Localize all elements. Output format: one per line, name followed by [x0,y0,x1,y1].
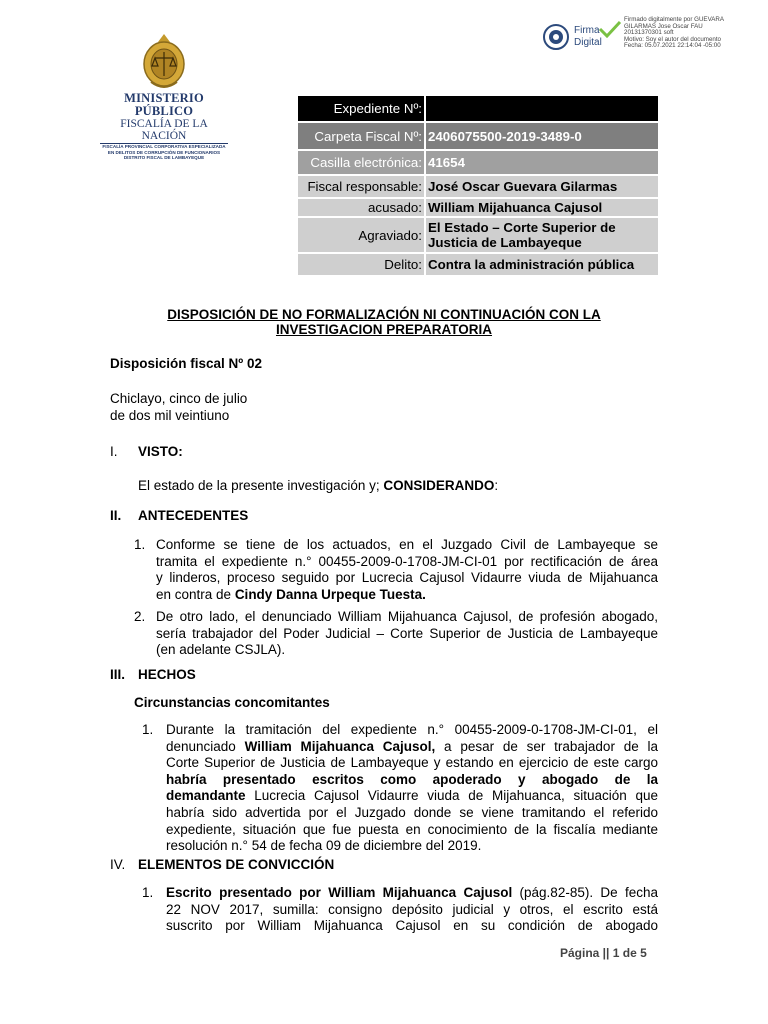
ant-1-line-2: tramita el expediente n.° 00455-2009-0-1708-JM-CI-01 por rectificación de área [156,553,658,569]
hecho-1-line-6: habría sido advertida por el Juzgado donde se viene tramitando el referido [166,804,658,820]
expediente-value [425,96,658,122]
visto-text-a: El estado de la presente investigación y; [138,478,384,493]
ant-1-line-4 [156,587,658,604]
visto-text-end: : [494,478,499,493]
elemento-1-line-1a: Escrito presentado por William Mijahuanca Cajusol [166,885,513,900]
logo-subtitle: FISCALÍA DE LA NACIÓN [100,118,228,144]
row-expediente [298,96,658,122]
hecho-1-line-8: resolución n.° 54 de fecha 09 de diciembre del 2019. [166,838,482,854]
seal-icon [542,20,572,54]
casilla-label: Casilla electrónica: [298,150,425,175]
firma-brand-1: Firma [574,25,600,36]
delito-label: Delito: [298,253,425,276]
place-date-1: Chiclayo, cinco de julio [110,391,248,406]
logo-title: MINISTERIO PÚBLICO [124,91,204,118]
page-number: Página || 1 de 5 [560,946,647,960]
firma-brand-2: Digital [574,37,602,48]
place-date-2: de dos mil veintiuno [110,408,230,423]
disposicion-number: Disposición fiscal Nº 02 [110,356,262,371]
ant-2-line-3: (en adelante CSJLA). [156,642,286,658]
ant-1-line-1: Conforme se tiene de los actuados, en el Juzgado Civil de Lambayeque se [156,537,658,552]
agraviado-value [425,217,658,253]
sig-line-1: Firmado digitalmente por GUEVARA [624,16,724,23]
section-2-title: ANTECEDENTES [138,508,249,523]
sig-line-5: Fecha: 05.07.2021 22:14:04 -05:00 [624,42,721,50]
hecho-1-line-3: Corte Superior de Justicia de Lambayeque y estando en ejercicio de este cargo [166,755,658,771]
row-agraviado [298,217,658,253]
sig-line-3: 20131370301 soft [624,29,674,37]
elemento-1-line-3: suscrito por William Mijahuanca Cajusol en su condición de abogado [166,918,658,934]
section-4-title: ELEMENTOS DE CONVICCIÓN [138,857,335,872]
row-casilla [298,150,658,175]
ant-1-line-3: y linderos, proceso seguido por Lucrecia Cajusol Vidaurre viuda de Mijahuanca [156,570,658,586]
elemento-1-text [166,885,658,935]
section-1-title: VISTO: [138,444,183,459]
title-line-2: INVESTIGACION PREPARATORIA [275,321,493,337]
ant-2-line-1: De otro lado, el denunciado William Mijahuanca Cajusol, de profesión abogado, [156,609,658,624]
agraviado-line-1: El Estado – Corte Superior de [428,220,616,235]
agraviado-label: Agraviado: [298,217,425,253]
row-fiscal [298,175,658,198]
sig-line-4: Motivo: Soy el autor del documento [624,35,721,43]
section-3-number: III. [110,667,126,682]
visto-text-bold: CONSIDERANDO [383,478,495,493]
hecho-1-line-2 [166,739,658,756]
section-2-number: II. [110,508,122,523]
visto-text [138,478,498,495]
check-icon [598,20,622,38]
subsection-title: Circunstancias concomitantes [134,695,330,710]
ant-2-text [156,609,658,659]
ant-2-number: 2. [134,609,146,624]
row-carpeta [298,122,658,150]
casilla-value: 41654 [425,150,658,175]
expediente-label: Expediente Nº: [298,96,425,122]
carpeta-value: 2406075500-2019-3489-0 [425,122,658,150]
elemento-1-line-2: 22 NOV 2017, sumilla: consigno depósito judicial y otros, el escrito está [166,901,658,917]
carpeta-label: Carpeta Fiscal Nº: [298,122,425,150]
hecho-1-line-2b: William Mijahuanca Cajusol, [244,738,436,754]
elemento-1-line-1b: (pág.82-85). De fecha [512,885,658,900]
agraviado-line-2: Justicia de Lambayeque [428,235,582,250]
elemento-1-line-1 [166,885,658,902]
logo-small-line-3: DISTRITO FISCAL DE LAMBAYEQUE [123,155,205,161]
acusado-label: acusado: [298,198,425,217]
ministerio-publico-logo [100,32,228,161]
row-delito [298,253,658,276]
hecho-1-line-1: Durante la tramitación del expediente n.° 00455-2009-0-1708-JM-CI-01, el [166,722,658,737]
hecho-1-text [166,722,658,855]
hecho-1-line-2a: denunciado [166,738,245,754]
acusado-value: William Mijahuanca Cajusol [425,198,658,217]
section-3-title: HECHOS [138,667,196,682]
hecho-1-line-5a: demandante [166,788,246,804]
fiscal-label: Fiscal responsable: [298,175,425,198]
hecho-1-line-7: expediente, situación que fue puesta en conocimiento de la fiscalía mediante [166,821,658,837]
hecho-1-line-5 [166,788,658,805]
hecho-1-line-2c: a pesar de ser trabajador de la [435,738,658,754]
ant-1-number: 1. [134,537,146,552]
section-4-number: IV. [110,857,126,872]
document-title [150,308,618,337]
sig-line-2: GILARMAS Jose Oscar FAU [624,22,703,30]
delito-value: Contra la administración pública [425,253,658,276]
firma-digital-logo [542,20,620,54]
ant-1-text [156,537,658,603]
case-header-table [298,96,658,277]
logo-small-line-1: FISCALÍA PROVINCIAL CORPORATIVA ESPECIALIZADA [102,144,226,149]
fiscal-value: José Oscar Guevara Gilarmas [425,175,658,198]
hecho-1-number: 1. [142,722,154,737]
hecho-1-line-5b: Lucrecia Cajusol Vidaurre viuda de Mijahuanca, situación que [245,788,658,804]
row-acusado [298,198,658,217]
elemento-1-number: 1. [142,885,154,900]
ant-2-line-2: sería trabajador del Poder Judicial – Corte Superior de Justicia de Lambayeque [156,625,658,641]
logo-small-line-2: EN DELITOS DE CORRUPCIÓN DE FUNCIONARIOS [107,149,221,155]
section-1-number: I. [110,444,118,459]
hecho-1-line-4: habría presentado escritos como apoderado y abogado de la [166,771,658,787]
ant-1-line-4a: en contra de [156,586,235,602]
ant-1-line-4b: Cindy Danna Urpeque Tuesta. [234,586,426,602]
title-line-1: DISPOSICIÓN DE NO FORMALIZACIÓN NI CONTINUACIÓN CON LA [167,307,601,322]
crest-icon [139,32,189,92]
signature-details [624,17,764,50]
